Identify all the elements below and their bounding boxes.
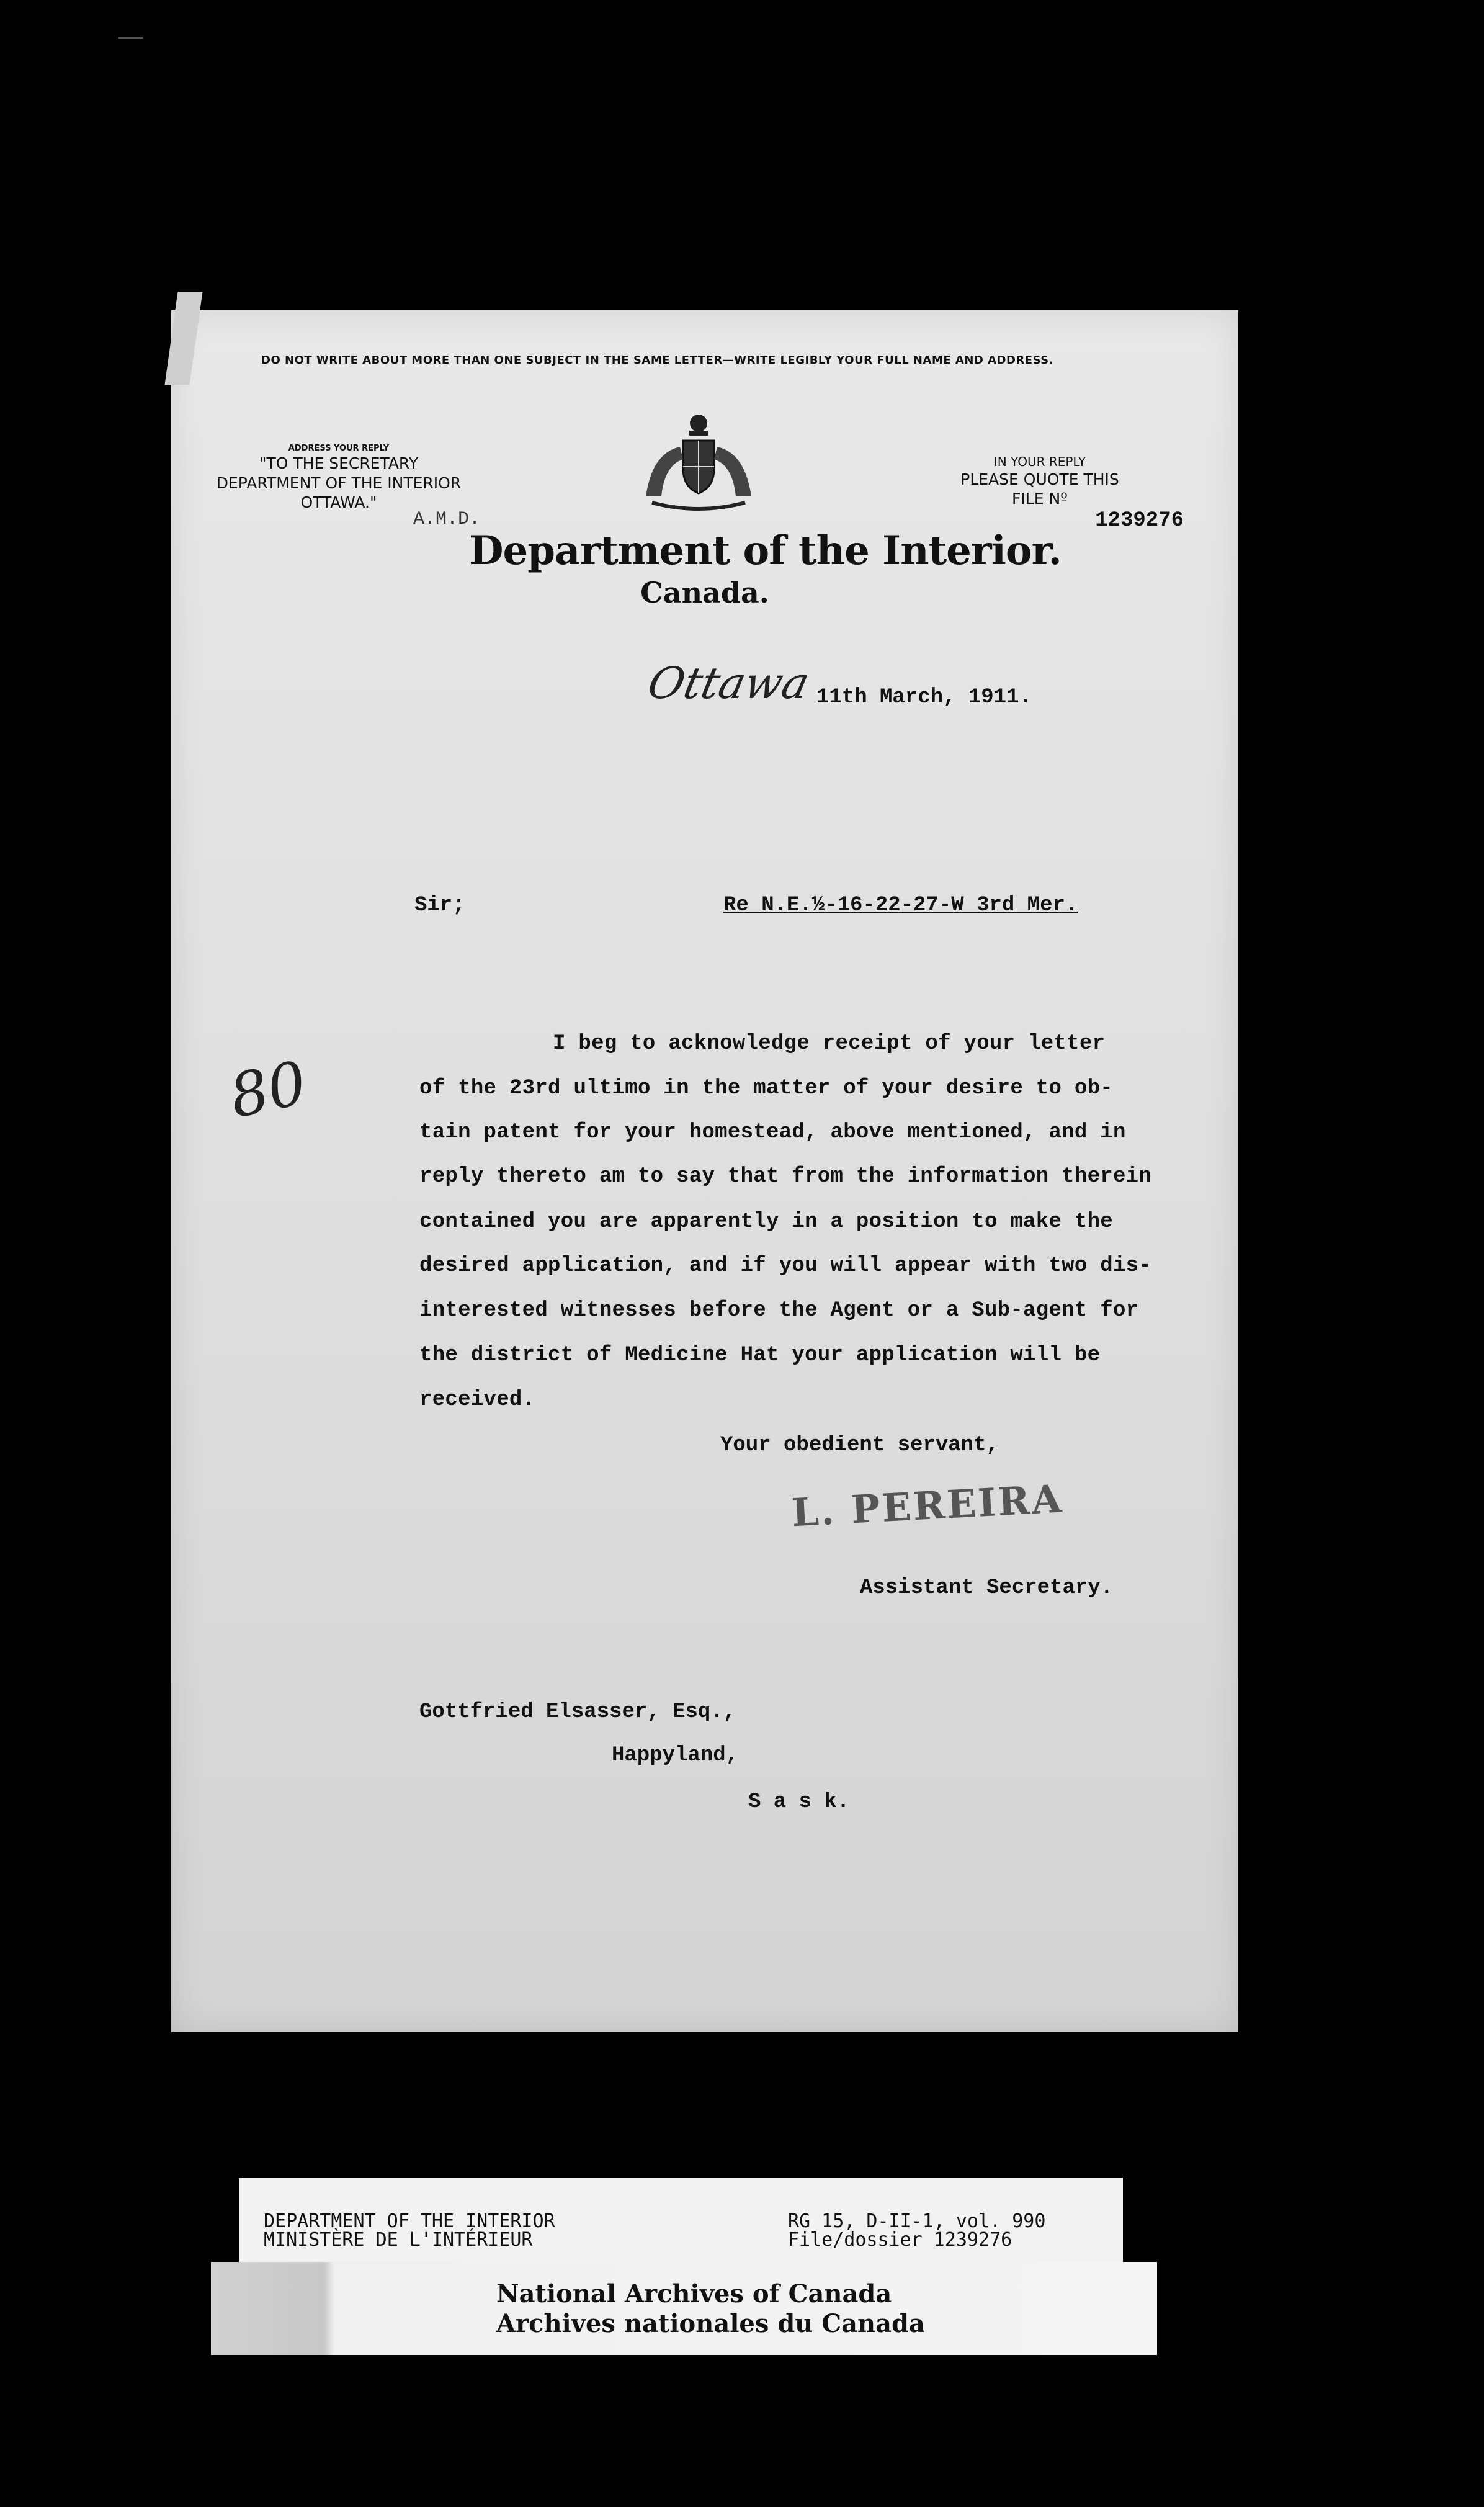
archive-department-en: DEPARTMENT OF THE INTERIOR [264,2210,555,2232]
address-line-1: "TO THE SECRETARY [259,454,418,473]
archives-name-en: National Archives of Canada [496,2279,892,2308]
archive-file-number: File/dossier 1239276 [788,2229,1012,2251]
body-line: contained you are apparently in a position to make the [419,1210,1113,1234]
archive-reference [788,2212,1045,2249]
closing: Your obedient servant, [720,1433,999,1457]
archives-name-label [211,2262,1157,2355]
address-line-3: OTTAWA." [300,493,377,511]
recipient-province: S a s k. [748,1790,850,1814]
file-number: 1239276 [1095,509,1184,532]
dateline-place: Ottawa [643,658,814,709]
signer-title: Assistant Secretary. [860,1576,1114,1600]
letter-page [171,310,1238,2032]
body-line: interested witnesses before the Agent or a Sub-agent for [419,1299,1139,1322]
reference-line: Re N.E.½-16-22-27-W 3rd Mer. [723,894,1078,917]
recipient-town: Happyland, [612,1744,739,1767]
reply-quote-block [928,454,1151,509]
country-heading: Canada. [640,576,769,609]
letterhead-banner: DO NOT WRITE ABOUT MORE THAN ONE SUBJECT IN THE SAME LETTER—WRITE LEGIBLY YOUR FULL NAME AND ADDRESS. [261,354,1054,367]
department-heading: Department of the Interior. [469,527,1062,574]
signature-stamp: L. PEREIRA [790,1476,1065,1536]
body-line: desired application, and if you will appear with two dis- [419,1254,1152,1278]
body-line: of the 23rd ultimo in the matter of your desire to ob- [419,1077,1113,1100]
reply-line-3: FILE Nº [1012,490,1068,508]
body-line: tain patent for your homestead, above mentioned, and in [419,1121,1126,1144]
reply-line-1: IN YOUR REPLY [993,454,1086,469]
handwritten-margin-note: 80 [223,1047,313,1132]
archives-name [496,2279,925,2339]
reply-address-block [196,444,481,512]
dateline-date: 11th March, 1911. [816,686,1032,709]
body-line: reply thereto am to say that from the information therein [419,1165,1152,1188]
folded-corner [164,292,202,385]
salutation: Sir; [414,894,465,917]
archive-rg-volume: RG 15, D-II-1, vol. 990 [788,2210,1046,2232]
archive-department [264,2212,555,2249]
corner-mark [118,37,143,39]
address-line-2: DEPARTMENT OF THE INTERIOR [216,473,462,492]
archives-name-fr: Archives nationales du Canada [496,2309,925,2338]
archive-department-fr: MINISTÈRE DE L'INTÉRIEUR [264,2229,533,2251]
reply-line-2: PLEASE QUOTE THIS [960,470,1119,488]
archive-reference-label [239,2178,1123,2262]
recipient-name: Gottfried Elsasser, Esq., [419,1700,736,1724]
body-line: the district of Medicine Hat your application will be [419,1343,1101,1367]
address-label: ADDRESS YOUR REPLY [288,444,390,453]
body-line: I beg to acknowledge receipt of your letter [553,1032,1106,1056]
typist-initials: A.M.D. [413,509,481,530]
body-line: received. [419,1388,535,1412]
royal-coat-of-arms-emblem [633,410,764,515]
